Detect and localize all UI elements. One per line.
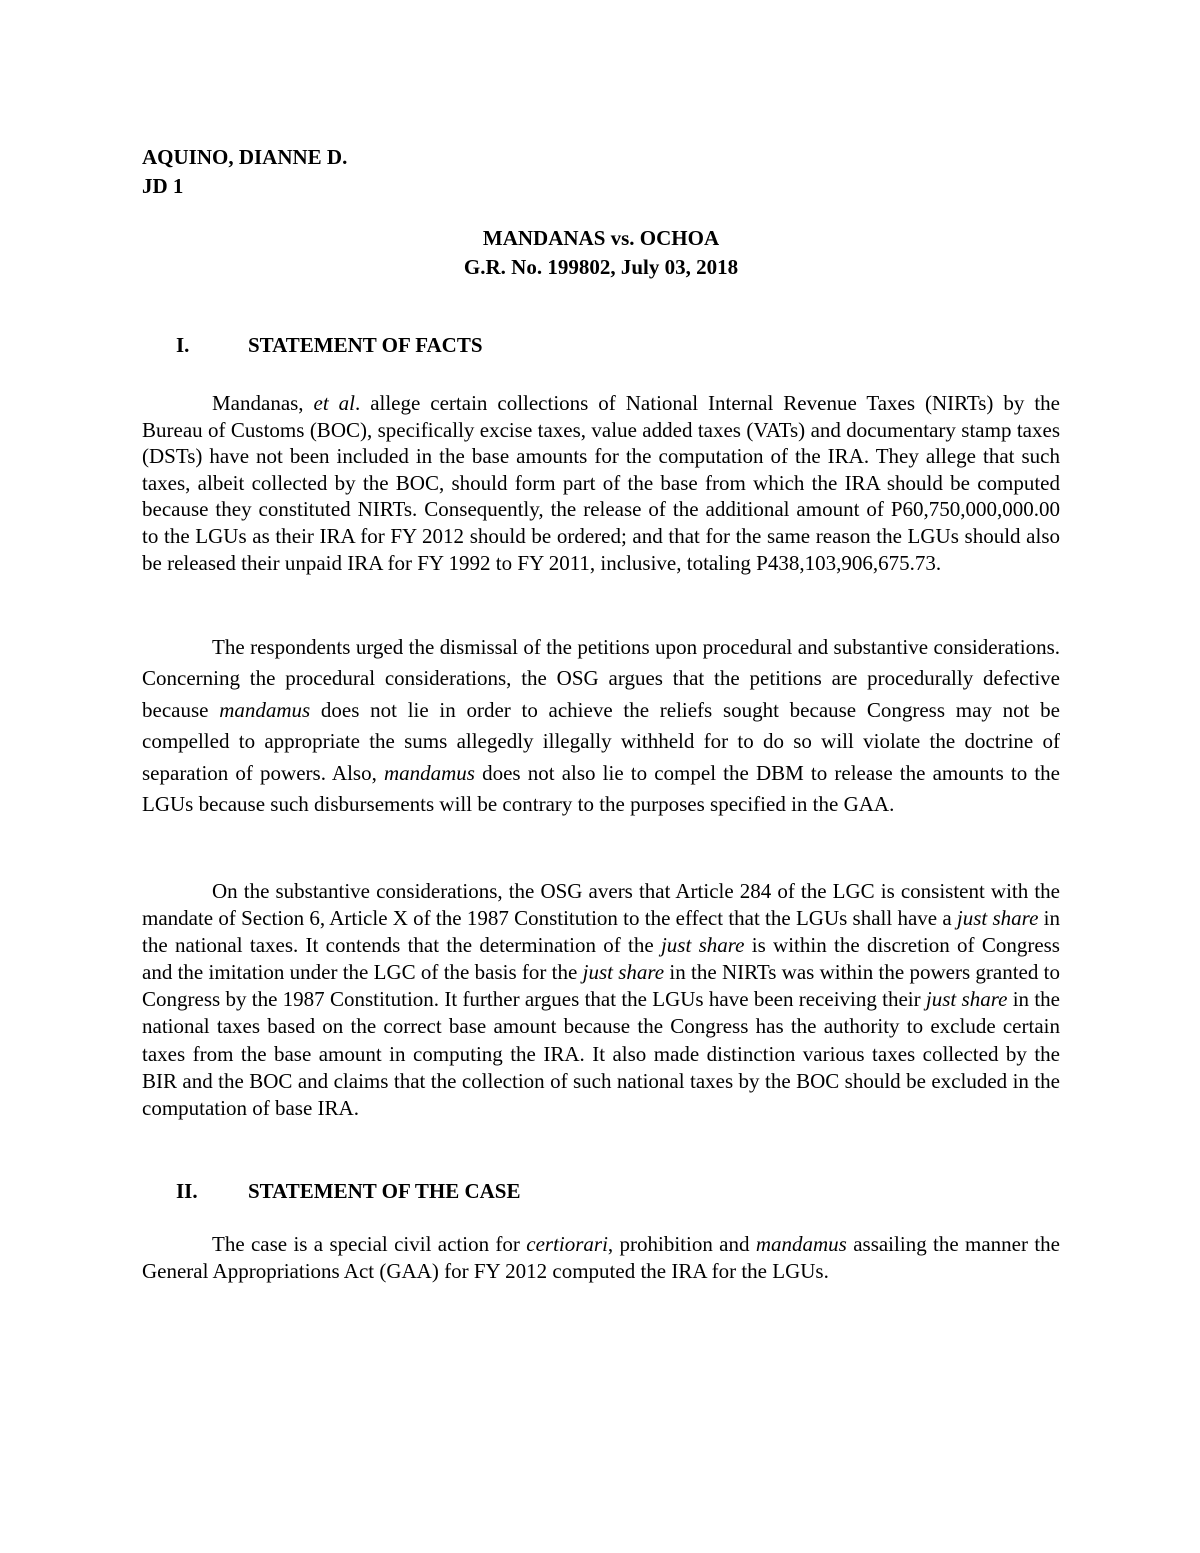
text-run: does not also lie to compel the DBM to release the amounts to the LGUs because such disbursements will be contrary to the purposes specified in the GAA. xyxy=(142,760,1060,817)
italic-text-run: just share xyxy=(660,933,745,958)
text-run: On the substantive considerations, the OSG avers that Article 284 of the LGC is consistent with the mandate of Section 6, Article X of the 1987 Constitution to the effect that the LGUs shall have a xyxy=(142,879,1060,931)
author-block xyxy=(142,143,347,201)
italic-text-run: just share xyxy=(582,960,665,985)
text-run: assailing the manner the General Appropriations Act (GAA) for FY 2012 computed the IRA for the LGUs. xyxy=(142,1232,1060,1283)
case-title: MANDANAS vs. OCHOA xyxy=(482,226,720,250)
text-run: in the national taxes based on the correct base amount because the Congress has the authority to exclude certain taxes from the base amount in computing the IRA. It also made distinction various taxes collected by the BIR and the BOC and claims that the collection of such national taxes by the BOC should be excluded in the computation of base IRA. xyxy=(142,987,1060,1120)
paragraph-facts-2 xyxy=(142,632,1060,820)
paragraph-facts-3 xyxy=(142,878,1060,1122)
case-citation: G.R. No. 199802, July 03, 2018 xyxy=(463,255,739,279)
italic-text-run: just share xyxy=(925,987,1008,1012)
italic-text-run: certiorari xyxy=(526,1232,608,1256)
text-run: is within the discretion of Congress and the imitation under the LGC of the basis for the xyxy=(142,933,1060,985)
section-title: STATEMENT OF FACTS xyxy=(248,333,483,357)
italic-text-run: mandamus xyxy=(219,697,311,722)
text-run: in the national taxes. It contends that the determination of the xyxy=(142,906,1060,958)
text-run: , prohibition and xyxy=(607,1232,756,1256)
section-number: I. xyxy=(176,333,190,357)
text-run: does not lie in order to achieve the reliefs sought because Congress may not be compelled to appropriate the sums allegedly illegally withheld for to do so will violate the doctrine of separation of powers. Also, xyxy=(142,697,1060,785)
author-program: JD 1 xyxy=(142,174,184,198)
section-title: STATEMENT OF THE CASE xyxy=(248,1179,521,1203)
author-name: AQUINO, DIANNE D. xyxy=(142,145,348,169)
section-heading-case xyxy=(176,1177,521,1206)
italic-text-run: mandamus xyxy=(755,1232,847,1256)
italic-text-run: just share xyxy=(956,906,1039,931)
text-run: in the NIRTs was within the powers granted to Congress by the 1987 Constitution. It further argues that the LGUs have been receiving their xyxy=(142,960,1060,1012)
paragraph-facts-1 xyxy=(142,390,1060,576)
text-run: Mandanas, xyxy=(212,391,314,415)
text-run: The case is a special civil action for xyxy=(212,1232,527,1256)
paragraph-case-1 xyxy=(142,1231,1060,1285)
text-run: The respondents urged the dismissal of the petitions upon procedural and substantive considerations. Concerning the procedural considerations, the OSG argues that the petitions are procedurally defective because xyxy=(142,635,1060,722)
italic-text-run: mandamus xyxy=(383,760,475,785)
case-title-block xyxy=(142,224,1060,282)
section-heading-facts xyxy=(176,331,483,360)
italic-text-run: et al xyxy=(313,391,355,415)
section-number: II. xyxy=(176,1179,198,1203)
text-run: . allege certain collections of National Internal Revenue Taxes (NIRTs) by the Bureau of Customs (BOC), specifically excise taxes, value added taxes (VATs) and documentary stamp taxes (DSTs) have not been included in the base amounts for the computation of the IRA. They allege that such taxes, albeit collected by the BOC, should form part of the base from which the IRA should be computed because they constituted NIRTs. Consequently, the release of the additional amount of P60,750,000,000.00 to the LGUs as their IRA for FY 2012 should be ordered; and that for the same reason the LGUs should also be released their unpaid IRA for FY 1992 to FY 2011, inclusive, totaling P438,103,906,675.73. xyxy=(142,391,1060,575)
